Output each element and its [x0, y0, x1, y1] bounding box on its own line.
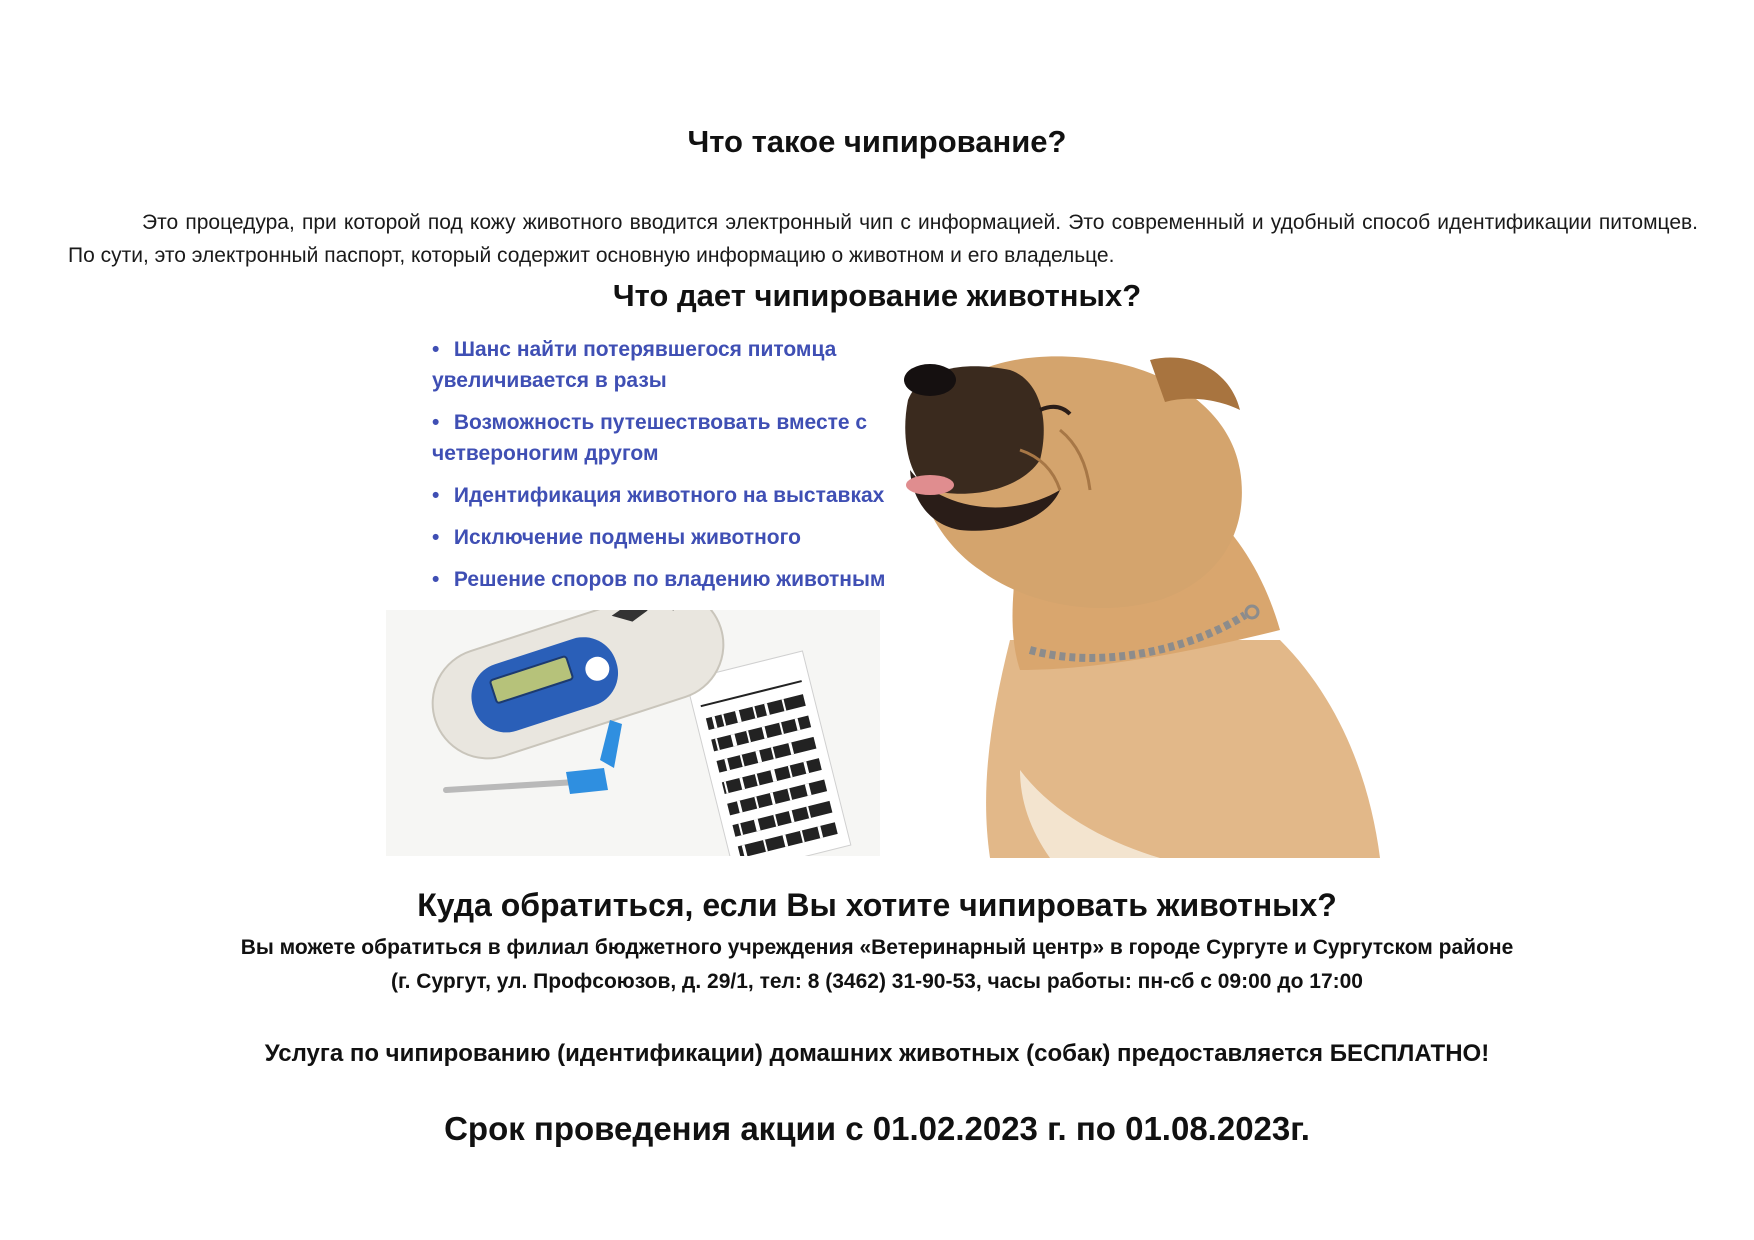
- benefit-text: Шанс найти потерявшегося питомца увеличивается в разы: [432, 338, 837, 392]
- benefits-list: [432, 334, 902, 648]
- benefit-text: Исключение подмены животного: [453, 526, 801, 549]
- list-item: [432, 334, 902, 396]
- list-item: [432, 407, 902, 469]
- intro-paragraph: Это процедура, при которой под кожу животного вводится электронный чип с информацией. Это современный и удобный способ идентификации питомцев. По сути, это электронный паспорт, который содержит основную информацию о животном и его владельце.: [68, 211, 1698, 267]
- list-item: [432, 480, 902, 511]
- list-item: [432, 564, 902, 595]
- contact-heading: Куда обратиться, если Вы хотите чипировать животных?: [417, 887, 1337, 923]
- dog-image: [900, 340, 1380, 858]
- benefits-heading: Что дает чипирование животных?: [612, 278, 1142, 313]
- bullet-icon: •: [432, 411, 440, 434]
- free-service-notice: Услуга по чипированию (идентификации) домашних животных (собак) предоставляется БЕСПЛАТНО!: [264, 1040, 1490, 1067]
- contact-address: (г. Сургут, ул. Профсоюзов, д. 29/1, тел: 8 (3462) 31-90-53, часы работы: пн-сб с 09:00 до 17:00: [391, 970, 1363, 993]
- page-title: Что такое чипирование?: [687, 124, 1067, 159]
- bullet-icon: •: [432, 568, 440, 591]
- benefit-text: Решение споров по владению животным: [453, 568, 886, 591]
- bullet-icon: •: [432, 526, 440, 549]
- bullet-icon: •: [432, 338, 440, 361]
- contact-line: Вы можете обратиться в филиал бюджетного учреждения «Ветеринарный центр» в городе Сургуте и Сургутском районе: [240, 936, 1514, 959]
- promotion-period: Срок проведения акции с 01.02.2023 г. по 01.08.2023г.: [444, 1110, 1310, 1147]
- chip-scanner-image: [386, 610, 880, 856]
- benefit-text: Идентификация животного на выставках: [453, 484, 885, 507]
- list-item: [432, 522, 902, 553]
- benefit-text: Возможность путешествовать вместе с четвероногим другом: [432, 411, 868, 465]
- bullet-icon: •: [432, 484, 440, 507]
